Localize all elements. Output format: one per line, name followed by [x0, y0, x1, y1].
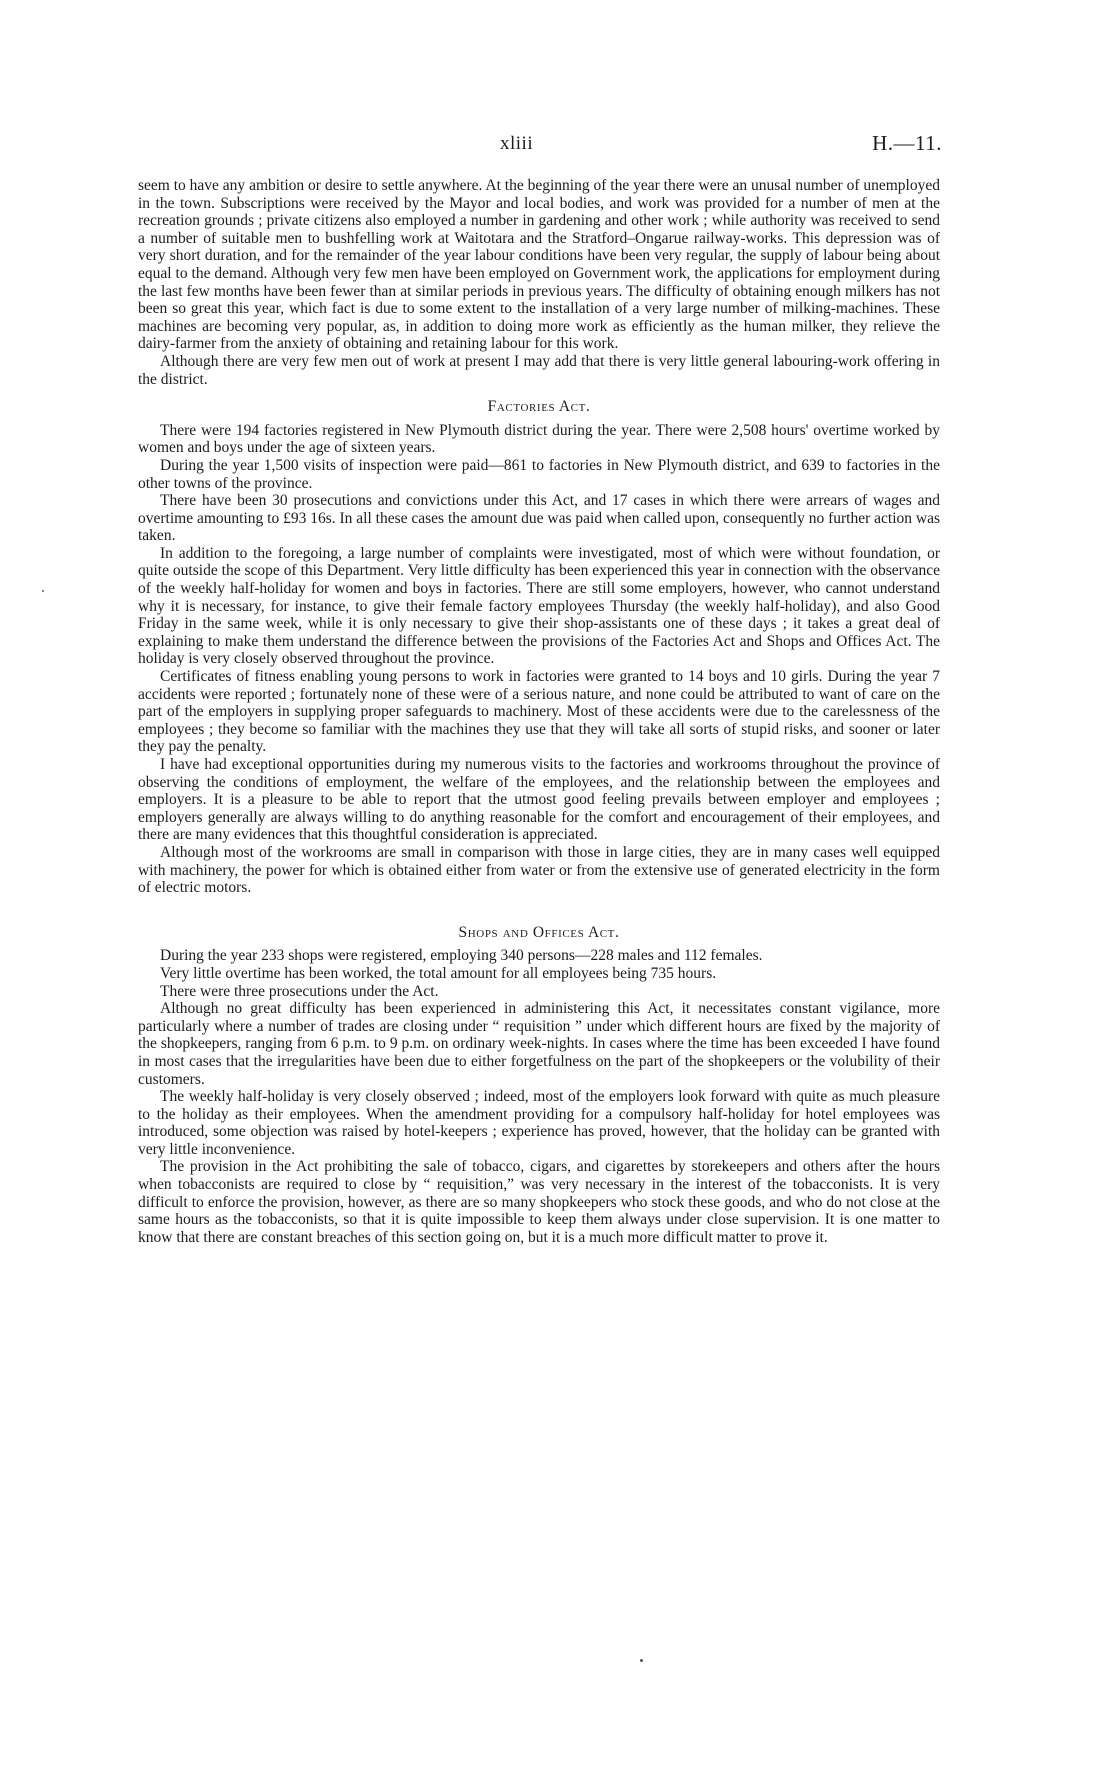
paragraph: There were three prosecutions under the Act.	[160, 982, 439, 1000]
section-heading-factories-act: Factories Act.	[487, 398, 591, 416]
paragraph: seem to have any ambition or desire to settle anywhere. At the beginning of the year there were an unusal number of unemployed in the town. Subscriptions were received by the Mayor and local bodies, and work was provided for a number of men at the recreation grounds ; private citizens also employed a number in gardening and other work ; while authority was received to send a number of suitable men to bushfelling work at Waitotara and the Stratford–Ongarue railway-works. This depression was of very short duration, and for the remainder of the year labour conditions have been very regular, the supply of labour being about equal to the demand. Although very few men have been employed on Government work, the applications for employment during the last few months have been fewer than at similar periods in previous years. The difficulty of obtaining enough milkers has not been so great this year, which fact is due to some extent to the installation of a very large number of milking-machines. These machines are becoming very popular, as, in addition to doing more work as efficiently as the human milker, they relieve the dairy-farmer from the anxiety of obtaining and retaining labour for this work.	[138, 177, 940, 353]
paragraph: There have been 30 prosecutions and convictions under this Act, and 17 cases in which there were arrears of wages and overtime amounting to £93 16s. In all these cases the amount due was paid when called upon, consequently no further action was taken.	[138, 492, 940, 545]
body-text	[138, 177, 940, 1246]
paragraph: Although there are very few men out of work at present I may add that there is very little general labouring-work offering in the district.	[138, 352, 940, 388]
paragraph: Very little overtime has been worked, the total amount for all employees being 735 hours.	[160, 964, 717, 982]
paragraph: The weekly half-holiday is very closely observed ; indeed, most of the employers look forward with quite as much pleasure to the holiday as their employees. When the amendment providing for a compulsory half-holiday for hotel employees was introduced, some objection was raised by hotel-keepers ; experience has proved, however, that the holiday can be granted with very little inconvenience.	[138, 1088, 940, 1158]
document-reference: H.—11.	[872, 131, 942, 155]
scan-speck	[640, 1659, 643, 1662]
section-heading-shops-and-offices-act: Shops and Offices Act.	[458, 923, 620, 941]
paragraph: There were 194 factories registered in New Plymouth district during the year. There were 2,508 hours' overtime worked by women and boys under the age of sixteen years.	[138, 421, 940, 457]
scan-speck	[42, 590, 44, 592]
page-header	[0, 133, 1114, 163]
paragraph: In addition to the foregoing, a large number of complaints were investigated, most of which were without foundation, or quite outside the scope of this Department. Very little difficulty has been experienced this year in connection with the observance of the weekly half-holiday for women and boys in factories. There are still some employers, however, who cannot understand why it is necessary, for instance, to give their female factory employees Thursday (the weekly half-holiday), and also Good Friday in the same week, while it is only necessary to give their shop-assistants one of these days ; it takes a great deal of explaining to make them understand the difference between the provisions of the Factories Act and Shops and Offices Act. The holiday is very closely observed throughout the province.	[138, 544, 940, 668]
paragraph: During the year 1,500 visits of inspection were paid—861 to factories in New Plymouth district, and 639 to factories in the other towns of the province.	[138, 456, 940, 492]
paragraph: Although no great difficulty has been experienced in administering this Act, it necessitates constant vigilance, more particularly where a number of trades are closing under “ requisition ” under which different hours are fixed by the majority of the shopkeepers, ranging from 6 p.m. to 9 p.m. on ordinary week-nights. In cases where the time has been exceeded I have found in most cases that the irregularities have been due to either forgetfulness on the part of the shopkeepers or the volubility of their customers.	[138, 1000, 940, 1088]
paragraph: The provision in the Act prohibiting the sale of tobacco, cigars, and cigarettes by storekeepers and others after the hours when tobacconists are required to close by “ requisition,” was very necessary in the interest of the tobacconists. It is very difficult to enforce the provision, however, as there are so many shopkeepers who stock these goods, and who do not close at the same hours as the tobacconists, so that it is quite impossible to keep them always under close supervision. It is one matter to know that there are constant breaches of this section going on, but it is a much more difficult matter to prove it.	[138, 1158, 940, 1246]
paragraph: Certificates of fitness enabling young persons to work in factories were granted to 14 boys and 10 girls. During the year 7 accidents were reported ; fortunately none of these were of a serious nature, and none could be attributed to want of care on the part of the employers in supplying proper safeguards to machinery. Most of these accidents were due to the carelessness of the employees ; they become so familiar with the machines they use that they will take all sorts of stupid risks, and sooner or later they pay the penalty.	[138, 668, 940, 756]
page-number: xliii	[500, 133, 534, 154]
paragraph: Although most of the workrooms are small in comparison with those in large cities, they are in many cases well equipped with machinery, the power for which is obtained either from water or from the extensive use of generated electricity in the form of electric motors.	[138, 843, 940, 897]
paragraph: During the year 233 shops were registered, employing 340 persons—228 males and 112 females.	[160, 947, 763, 965]
paragraph: I have had exceptional opportunities during my numerous visits to the factories and workrooms throughout the province of observing the conditions of employment, the welfare of the employees, and the relationship between the employees and employers. It is a pleasure to be able to report that the utmost good feeling prevails between employer and employees ; employers generally are always willing to do anything reasonable for the comfort and encouragement of their employees, and there are many evidences that this thoughtful consideration is appreciated.	[138, 756, 940, 844]
